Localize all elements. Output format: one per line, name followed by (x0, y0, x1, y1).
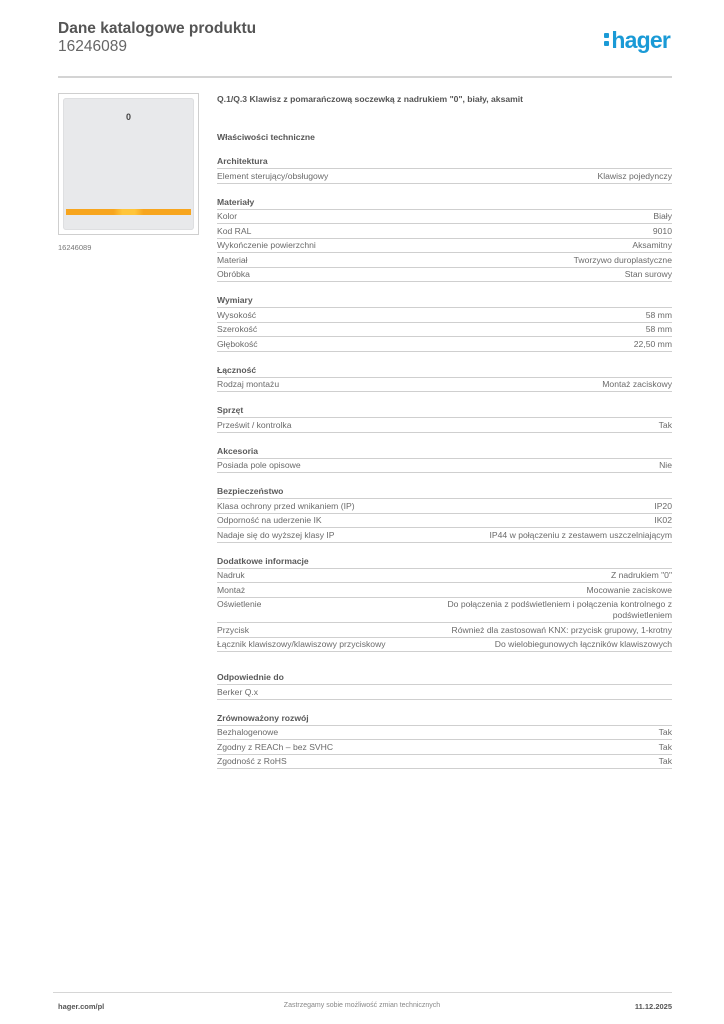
spec-value: Również dla zastosowań KNX: przycisk grupowy, 1-krotny (451, 624, 672, 635)
group-title: Sprzęt (217, 405, 672, 418)
spec-value: IP20 (654, 500, 672, 511)
spec-value: Tak (658, 727, 672, 737)
key-print-label: 0 (125, 112, 131, 122)
spec-label: Wysokość (217, 309, 257, 320)
spec-label: Posiada pole opisowe (217, 460, 301, 470)
group-title: Akcesoria (217, 446, 672, 459)
spec-group (217, 197, 672, 283)
spec-group (217, 556, 672, 653)
spec-value: Tworzywo duroplastyczne (573, 254, 672, 265)
spec-value: 58 mm (645, 309, 672, 320)
spec-row (217, 337, 672, 352)
spec-value: 9010 (652, 225, 672, 236)
spec-row (217, 583, 672, 598)
spec-row (217, 638, 672, 653)
spec-group (217, 295, 672, 352)
spec-label: Materiał (217, 254, 248, 265)
group-title: Dodatkowe informacje (217, 556, 672, 569)
product-image (58, 93, 199, 235)
spec-group (217, 446, 672, 474)
spec-row (217, 268, 672, 283)
group-title: Łączność (217, 365, 672, 378)
logo-colon-icon (604, 33, 609, 47)
spec-group (217, 405, 672, 433)
spec-row (217, 378, 672, 393)
spec-value: IP44 w połączeniu z zestawem uszczelniającym (489, 529, 672, 540)
spec-label: Element sterujący/obsługowy (217, 170, 329, 181)
spec-label: Odporność na uderzenie IK (217, 515, 322, 525)
product-number: 16246089 (58, 38, 127, 55)
spec-label: Rodzaj montażu (217, 379, 280, 389)
spec-row (217, 499, 672, 514)
group-title: Odpowiednie do (217, 672, 672, 685)
spec-row (217, 308, 672, 323)
spec-row (217, 210, 672, 225)
spec-row (217, 253, 672, 268)
spec-group (217, 156, 672, 184)
spec-label: Zgodny z REACh – bez SVHC (217, 741, 334, 752)
spec-value: Mocowanie zaciskowe (586, 584, 672, 595)
footer-divider (53, 992, 672, 993)
spec-label: Przycisk (217, 624, 249, 635)
spec-row (217, 514, 672, 529)
spec-row (217, 528, 672, 543)
spec-label: Łącznik klawiszowy/klawiszowy przyciskowy (217, 639, 386, 649)
spec-row (217, 726, 672, 741)
spec-row (217, 169, 672, 184)
spec-label: Bezhalogenowe (217, 727, 279, 737)
header-divider (58, 76, 672, 78)
spec-row (217, 239, 672, 254)
spec-group (217, 713, 672, 770)
spec-value: Tak (658, 419, 672, 430)
document-title: Dane katalogowe produktu (58, 20, 257, 37)
group-title: Materiały (217, 197, 672, 210)
spec-groups (217, 156, 672, 769)
spec-value: IK02 (654, 515, 672, 525)
spec-value: Biały (653, 211, 672, 221)
key-face-image (63, 98, 194, 230)
spec-row (217, 685, 672, 700)
spec-group (217, 365, 672, 393)
spec-value: Aksamitny (632, 240, 672, 250)
spec-label: Oświetlenie (217, 599, 262, 609)
orange-lens-strip (66, 209, 191, 215)
spec-row (217, 323, 672, 338)
footer-website-link[interactable]: hager.com/pl (58, 1002, 105, 1011)
hager-logo (604, 28, 670, 52)
logo-text: hager (611, 27, 670, 53)
spec-label: Prześwit / kontrolka (217, 419, 292, 430)
spec-row (217, 459, 672, 474)
spec-label: Berker Q.x (217, 686, 259, 697)
spec-group (217, 486, 672, 543)
page-header (58, 20, 672, 56)
spec-row (217, 623, 672, 638)
spec-label: Głębokość (217, 338, 258, 349)
spec-label: Montaż (217, 584, 246, 595)
spec-row (217, 418, 672, 433)
spec-value: Klawisz pojedynczy (597, 170, 672, 181)
spec-label: Szerokość (217, 324, 258, 334)
spec-value: 22,50 mm (633, 338, 672, 349)
spec-row (217, 598, 672, 624)
spec-value: 58 mm (645, 324, 672, 334)
spec-group (217, 672, 672, 700)
spec-label: Wykończenie powierzchni (217, 240, 316, 250)
spec-label: Obróbka (217, 269, 250, 279)
spec-value: Tak (658, 756, 672, 766)
spec-value: Nie (659, 460, 672, 470)
spec-row (217, 740, 672, 755)
spec-label: Zgodność z RoHS (217, 756, 287, 766)
spec-value: Tak (658, 741, 672, 752)
spec-value: Do połączenia z podświetleniem i połączenia kontrolnego z podświetleniem (447, 599, 672, 620)
spec-row (217, 755, 672, 770)
spec-value: Stan surowy (624, 269, 672, 279)
product-name: Q.1/Q.3 Klawisz z pomarańczową soczewką z nadrukiem "0", biały, aksamit (217, 94, 524, 104)
spec-value: Do wielobiegunowych łączników klawiszowych (494, 639, 672, 649)
section-title: Właściwości techniczne (217, 132, 315, 142)
spec-value: Montaż zaciskowy (602, 379, 672, 389)
spec-label: Nadruk (217, 570, 245, 580)
group-title: Bezpieczeństwo (217, 486, 672, 499)
group-title: Wymiary (217, 295, 672, 308)
spec-row (217, 569, 672, 584)
image-caption: 16246089 (58, 243, 92, 252)
footer-disclaimer: Zastrzegamy sobie możliwość zmian technicznych (283, 1002, 441, 1009)
group-title: Architektura (217, 156, 672, 169)
spec-content (217, 93, 672, 769)
spec-label: Nadaje się do wyższej klasy IP (217, 529, 335, 540)
spec-row (217, 224, 672, 239)
footer-date: 11.12.2025 (634, 1002, 672, 1011)
spec-label: Kolor (217, 211, 238, 221)
spec-value: Z nadrukiem "0" (610, 570, 672, 580)
spec-label: Klasa ochrony przed wnikaniem (IP) (217, 500, 355, 511)
group-title: Zrównoważony rozwój (217, 713, 672, 726)
spec-label: Kod RAL (217, 225, 252, 236)
